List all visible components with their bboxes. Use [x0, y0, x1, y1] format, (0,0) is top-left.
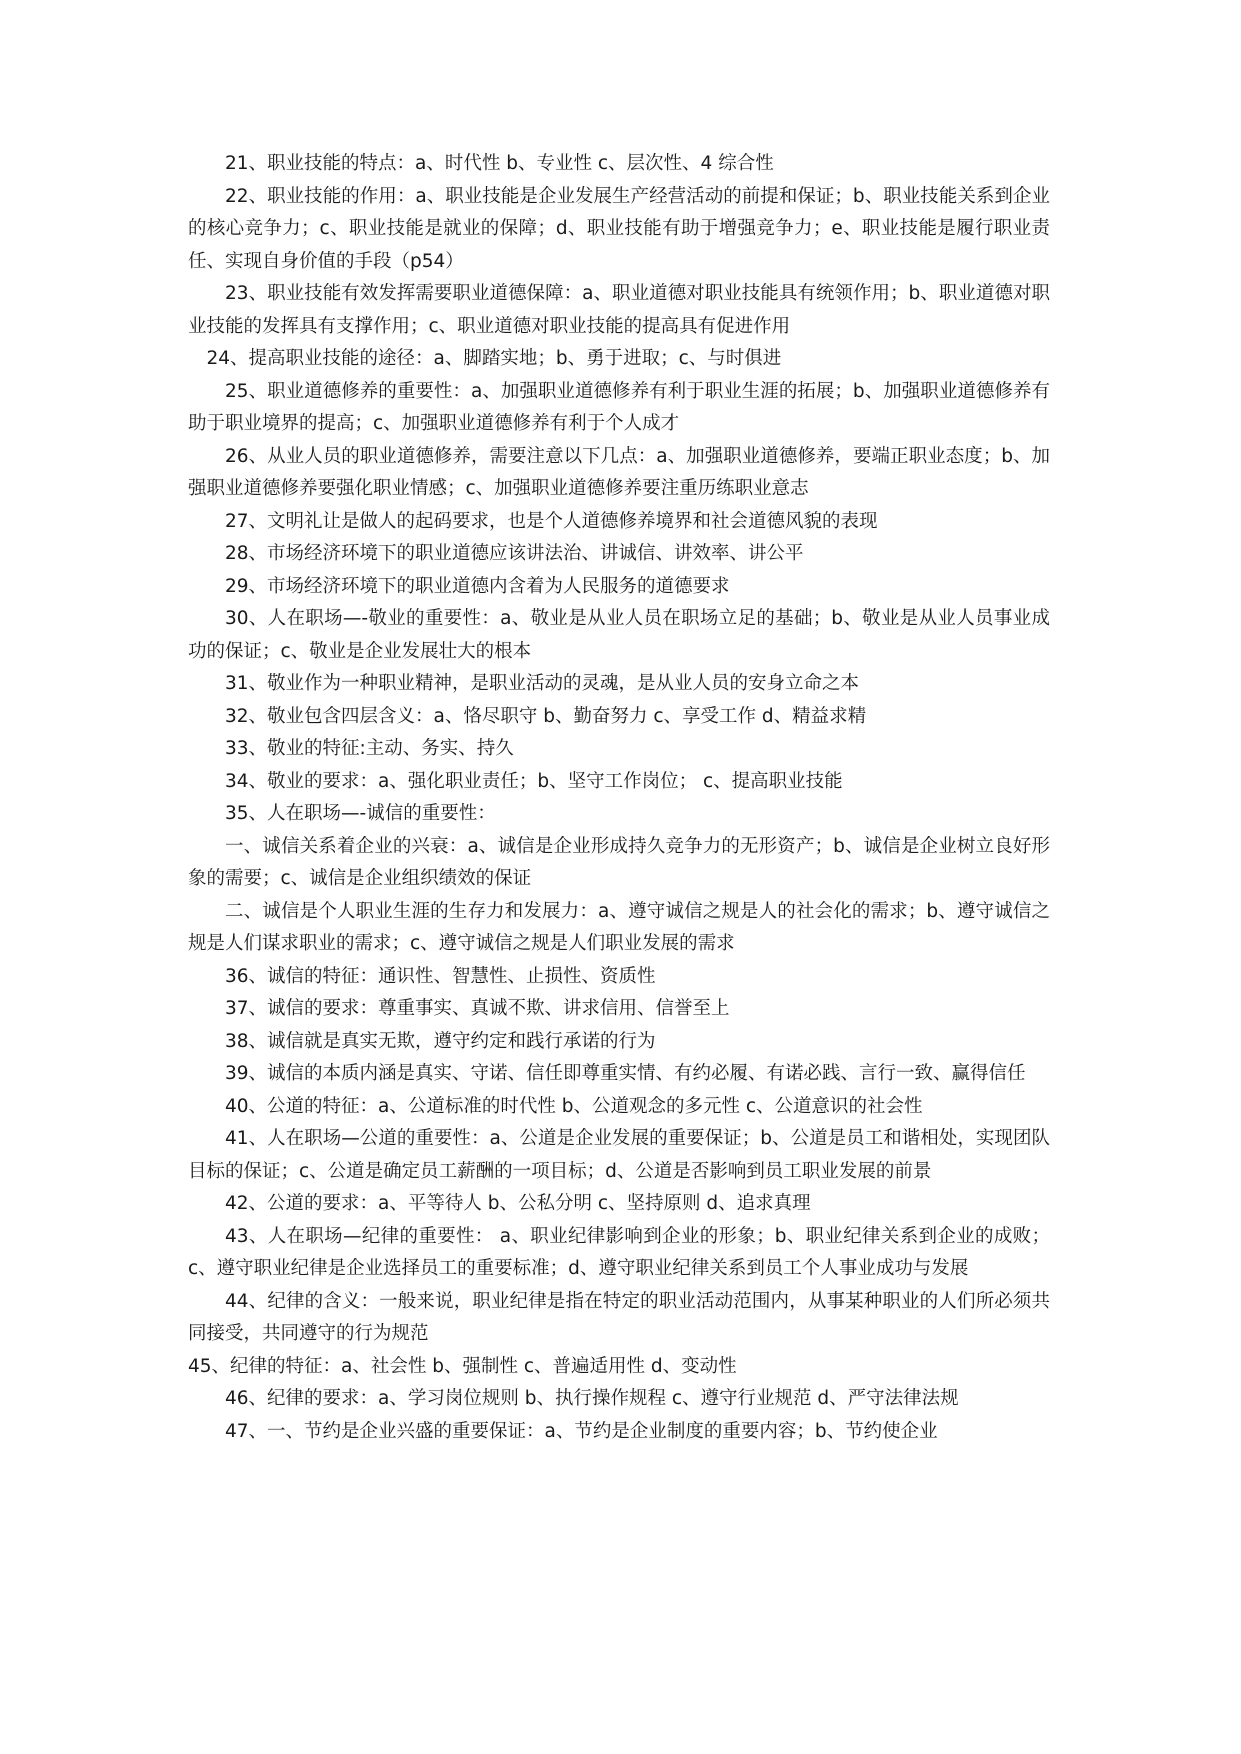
- paragraph-21: 21、职业技能的特点：a、时代性 b、专业性 c、层次性、4 综合性: [225, 153, 774, 174]
- paragraph-46: 46、纪律的要求：a、学习岗位规则 b、执行操作规程 c、遵守行业规范 d、严守法律法规: [225, 1388, 959, 1409]
- paragraph-40: 40、公道的特征：a、公道标准的时代性 b、公道观念的多元性 c、公道意识的社会性: [225, 1095, 923, 1117]
- paragraph-27: 27、文明礼让是做人的起码要求，也是个人道德修养境界和社会道德风貌的表现: [225, 510, 878, 532]
- paragraph-43: 43、人在职场—纪律的重要性： a、职业纪律影响到企业的形象；b、职业纪律关系到企业的成败；c、遵守职业纪律是企业选择员工的重要标准；d、遵守职业纪律关系到员工个人事业成功与发展: [188, 1225, 1050, 1279]
- paragraph-28: 28、市场经济环境下的职业道德应该讲法治、讲诚信、讲效率、讲公平: [225, 543, 804, 564]
- paragraph-22: 22、职业技能的作用：a、职业技能是企业发展生产经营活动的前提和保证；b、职业技能关系到企业的核心竞争力；c、职业技能是就业的保障；d、职业技能有助于增强竞争力；e、职业技能是履行职业责任、实现自身价值的手段（p54）: [188, 185, 1050, 272]
- paragraph-34: 34、敬业的要求：a、强化职业责任；b、坚守工作岗位； c、提高职业技能: [225, 770, 843, 792]
- paragraph-44: 44、纪律的含义：一般来说，职业纪律是指在特定的职业活动范围内，从事某种职业的人们所必须共同接受，共同遵守的行为规范: [188, 1290, 1050, 1344]
- paragraph-36: 36、诚信的特征：通识性、智慧性、止损性、资质性: [225, 965, 656, 987]
- paragraph-31: 31、敬业作为一种职业精神，是职业活动的灵魂，是从业人员的安身立命之本: [225, 673, 860, 694]
- paragraph-25: 25、职业道德修养的重要性：a、加强职业道德修养有利于职业生涯的拓展；b、加强职业道德修养有助于职业境界的提高；c、加强职业道德修养有利于个人成才: [188, 380, 1050, 434]
- paragraph-35-part-2: 二、诚信是个人职业生涯的生存力和发展力：a、遵守诚信之规是人的社会化的需求；b、遵守诚信之规是人们谋求职业的需求；c、遵守诚信之规是人们职业发展的需求: [188, 900, 1050, 954]
- paragraph-47: 47、一、节约是企业兴盛的重要保证：a、节约是企业制度的重要内容；b、节约使企业: [225, 1420, 938, 1442]
- document-body: [188, 148, 1050, 1448]
- paragraph-38: 38、诚信就是真实无欺，遵守约定和践行承诺的行为: [225, 1030, 656, 1052]
- paragraph-33: 33、敬业的特征:主动、务实、持久: [225, 738, 514, 759]
- paragraph-32: 32、敬业包含四层含义：a、恪尽职守 b、勤奋努力 c、享受工作 d、精益求精: [225, 705, 867, 727]
- paragraph-41: 41、人在职场—公道的重要性：a、公道是企业发展的重要保证；b、公道是员工和谐相处，实现团队目标的保证；c、公道是确定员工薪酬的一项目标；d、公道是否影响到员工职业发展的前景: [188, 1128, 1050, 1182]
- paragraph-26: 26、从业人员的职业道德修养，需要注意以下几点：a、加强职业道德修养，要端正职业态度；b、加强职业道德修养要强化职业情感；c、加强职业道德修养要注重历练职业意志: [188, 445, 1050, 499]
- paragraph-42: 42、公道的要求：a、平等待人 b、公私分明 c、坚持原则 d、追求真理: [225, 1193, 811, 1214]
- paragraph-35-part-1: 一、诚信关系着企业的兴衰：a、诚信是企业形成持久竞争力的无形资产；b、诚信是企业树立良好形象的需要；c、诚信是企业组织绩效的保证: [188, 835, 1050, 889]
- paragraph-37: 37、诚信的要求：尊重事实、真诚不欺、讲求信用、信誉至上: [225, 998, 730, 1019]
- paragraph-39: 39、诚信的本质内涵是真实、守诺、信任即尊重实情、有约必履、有诺必践、言行一致、赢得信任: [225, 1063, 1026, 1084]
- paragraph-29: 29、市场经济环境下的职业道德内含着为人民服务的道德要求: [225, 575, 730, 597]
- paragraph-30: 30、人在职场—-敬业的重要性：a、敬业是从业人员在职场立足的基础；b、敬业是从业人员事业成功的保证；c、敬业是企业发展壮大的根本: [188, 608, 1050, 662]
- paragraph-24: 24、提高职业技能的途径：a、脚踏实地；b、勇于进取；c、与时俱进: [206, 348, 782, 369]
- paragraph-35: 35、人在职场—-诚信的重要性：: [225, 803, 496, 824]
- paragraph-23: 23、职业技能有效发挥需要职业道德保障：a、职业道德对职业技能具有统领作用；b、职业道德对职业技能的发挥具有支撑作用；c、职业道德对职业技能的提高具有促进作用: [188, 283, 1050, 337]
- paragraph-45: 45、纪律的特征：a、社会性 b、强制性 c、普遍适用性 d、变动性: [188, 1355, 737, 1377]
